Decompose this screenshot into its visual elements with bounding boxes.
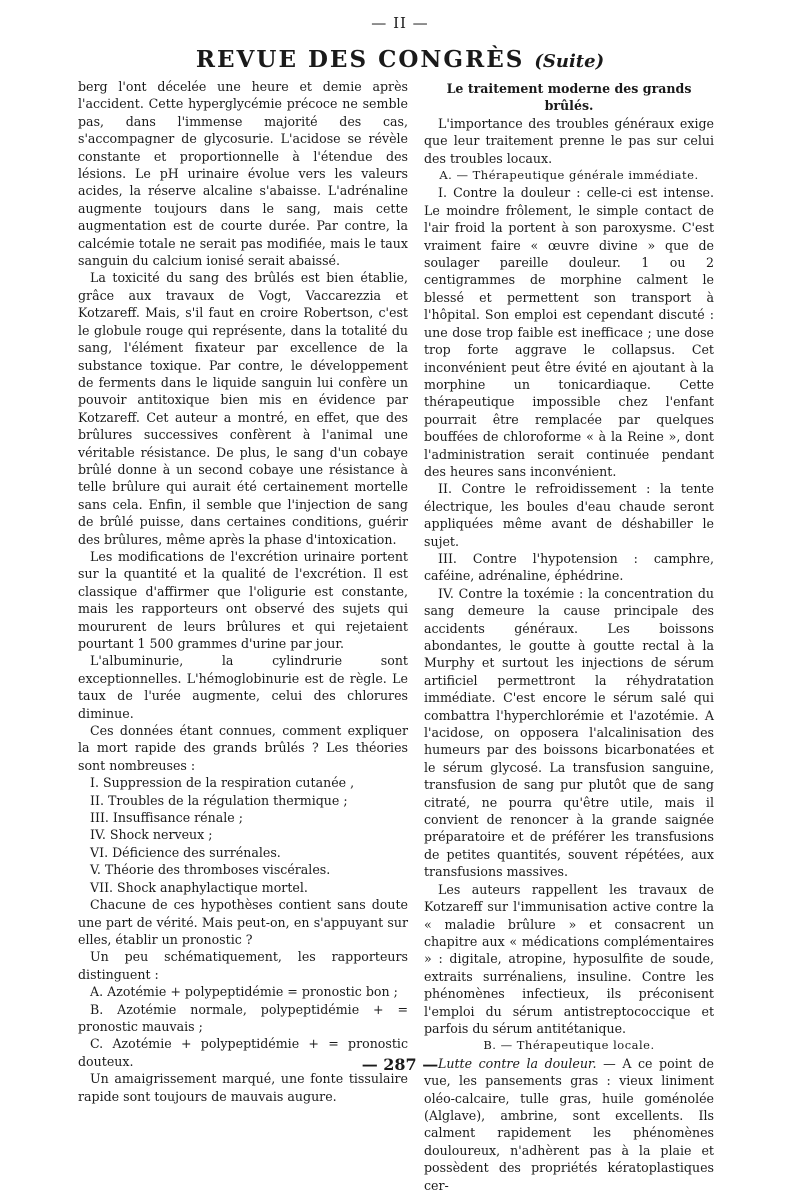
subsection-b-heading: B. — Thérapeutique locale. (483, 1038, 655, 1053)
list-item: III. Insuffisance rénale ; (90, 810, 243, 826)
lutte-text: — A ce point de vue, les pansements gras : vieux liniment oléo-calcaire, tulle gras, huile goménolée (Alglave), ambrine, sont excellents. Ils calment rapidement les phénomènes douloureux, n'adhèrent pas à la plaie et possèdent des propriétés kératoplastiques cer- (424, 1055, 714, 1193)
paragraph: I. Contre la douleur : celle-ci est intense. Le moindre frôlement, le simple contact de l'air froid la portent à son paroxysme. C'est vraiment faire « œuvre divine » que de soulager pareille douleur. 1 ou 2 centigrammes de morphine calment le blessé et permettent son transport à l'hôpital. Son emploi est cependant discuté : une dose trop faible est inefficace ; une dose trop forte aggrave le collapsus. Cet inconvénient peut être évité en ajoutant à la morphine un tonicardiaque. Cette thérapeutique impossible chez l'enfant pourrait être remplacée par quelques bouffées de chloroforme « à la Reine », dont l'administration serait continuée pendant des heures sans inconvénient. (424, 185, 714, 479)
paragraph: Un peu schématiquement, les rapporteurs distinguent : (78, 949, 408, 982)
paragraph: II. Contre le refroidissement : la tente électrique, les boules d'eau chaude seront appliquées même avant de déshabiller le sujet. (424, 481, 714, 549)
paragraph: Chacune de ces hypothèses contient sans doute une part de vérité. Mais peut-on, en s'appuyant sur elles, établir un pronostic ? (78, 897, 408, 947)
list-item: VI. Déficience des surrénales. (90, 844, 281, 860)
list-item: II. Troubles de la régulation thermique ; (90, 792, 348, 808)
roman-page-number: — II — (371, 14, 429, 32)
paragraph: Les modifications de l'excrétion urinaire portent sur la quantité et la qualité de l'excrétion. Il est classique d'affirmer que l'oligurie est constante, mais les rapporteurs ont observé des sujets qui moururent de leurs brûlures et qui rejetaient pourtant 1 500 grammes d'urine par jour. (78, 548, 408, 651)
paragraph: Un amaigrissement marqué, une fonte tissulaire rapide sont toujours de mauvais augure. (78, 1071, 408, 1104)
header-title: REVUE DES CONGRÈS (195, 46, 525, 73)
paragraph: Les auteurs rappellent les travaux de Kotzareff sur l'immunisation active contre la « maladie brûlure » et consacrent un chapitre aux « médications complémentaires » : digitale, atropine, hyposulfite de soude, extraits surrénaliens, insuline. Contre les phénomènes infectieux, ils préconisent l'emploi du sérum antistreptococcique et parfois du sérum antitétanique. (424, 881, 714, 1036)
header-suite: (Suite) (534, 51, 605, 72)
paragraph: L'importance des troubles généraux exige que leur traitement prenne le pas sur celui des troubles locaux. (424, 115, 714, 166)
left-column (78, 78, 408, 1105)
prognosis-a: A. Azotémie + polypeptidémie = pronostic bon ; (90, 984, 398, 1000)
paragraph (424, 1055, 714, 1194)
prognosis-c: C. Azotémie + polypeptidémie + = pronostic douteux. (78, 1036, 408, 1069)
page-header (0, 46, 800, 73)
list-item: V. Théorie des thromboses viscérales. (90, 862, 331, 878)
paragraph: Ces données étant connues, comment expliquer la mort rapide des grands brûlés ? Les théories sont nombreuses : (78, 723, 408, 773)
page-number: — 287 — (361, 1055, 439, 1074)
theory-list (78, 774, 408, 896)
right-column (424, 80, 714, 1194)
paragraph: La toxicité du sang des brûlés est bien établie, grâce aux travaux de Vogt, Vaccarezzia et Kotzareff. Mais, s'il faut en croire Robertson, c'est le globule rouge qui représente, dans la totalité du sang, l'élément fixateur par excellence de la substance toxique. Par contre, le développement de ferments dans le liquide sanguin lui confère un pouvoir antitoxique bien mis en évidence par Kotzareff. Cet auteur a montré, en effet, que des brûlures successives confèrent à l'animal une véritable résistance. De plus, le sang d'un cobaye brûlé donne à un second cobaye une résistance à telle brûlure qui aurait été certainement mortelle sans cela. Enfin, il semble que l'injection de sang de brûlé puisse, dans certaines conditions, guérir des brûlures, même après la phase d'intoxication. (78, 270, 408, 547)
section-title: Le traitement moderne des grands brûlés. (446, 81, 692, 114)
list-item: VII. Shock anaphylactique mortel. (90, 879, 308, 895)
paragraph: IV. Contre la toxémie : la concentration du sang demeure la cause principale des accidents généraux. Les boissons abondantes, le goutte à goutte rectal à la Murphy et surtout les injections de sérum artificiel permettront la réhydratation immédiate. C'est encore le sérum salé qui combattra l'hyperchlorémie et l'azotémie. A l'acidose, on opposera l'alcalinisation des humeurs par des boissons bicarbonatées et le sérum glycosé. La transfusion sanguine, transfusion de sang pur plutôt que de sang citraté, ne pourra qu'être utile, mais il convient de renoncer à la grande saignée préparatoire et de préférer les transfusions de petites quantités, souvent répétées, aux transfusions massives. (424, 585, 714, 880)
list-item: I. Suppression de la respiration cutanée , (90, 775, 355, 791)
paragraph: III. Contre l'hypotension : camphre, caféine, adrénaline, éphédrine. (424, 550, 714, 584)
subsection-a-heading: A. — Thérapeutique générale immédiate. (439, 168, 699, 183)
list-item: IV. Shock nerveux ; (90, 827, 213, 843)
paragraph: L'albuminurie, la cylindrurie sont exceptionnelles. L'hémoglobinurie est de règle. Le taux de l'urée augmente, celui des chlorures diminue. (78, 653, 408, 721)
lutte-label: Lutte contre la douleur. (438, 1055, 597, 1071)
prognosis-b: B. Azotémie normale, polypeptidémie + = pronostic mauvais ; (78, 1001, 408, 1034)
paragraph: berg l'ont décelée une heure et demie après l'accident. Cette hyperglycémie précoce ne semble pas, dans l'immense majorité des cas, s'accompagner de glycosurie. L'acidose se révèle constante et proportionnelle à l'étendue des lésions. Le pH urinaire évolue vers les valeurs acides, la réserve alcaline s'abaisse. L'adrénaline augmente toujours dans le sang, mais cette augmentation est de courte durée. Par contre, la calcémie totale ne serait pas modifiée, mais le taux sanguin du calcium ionisé serait abaissé. (78, 79, 408, 269)
